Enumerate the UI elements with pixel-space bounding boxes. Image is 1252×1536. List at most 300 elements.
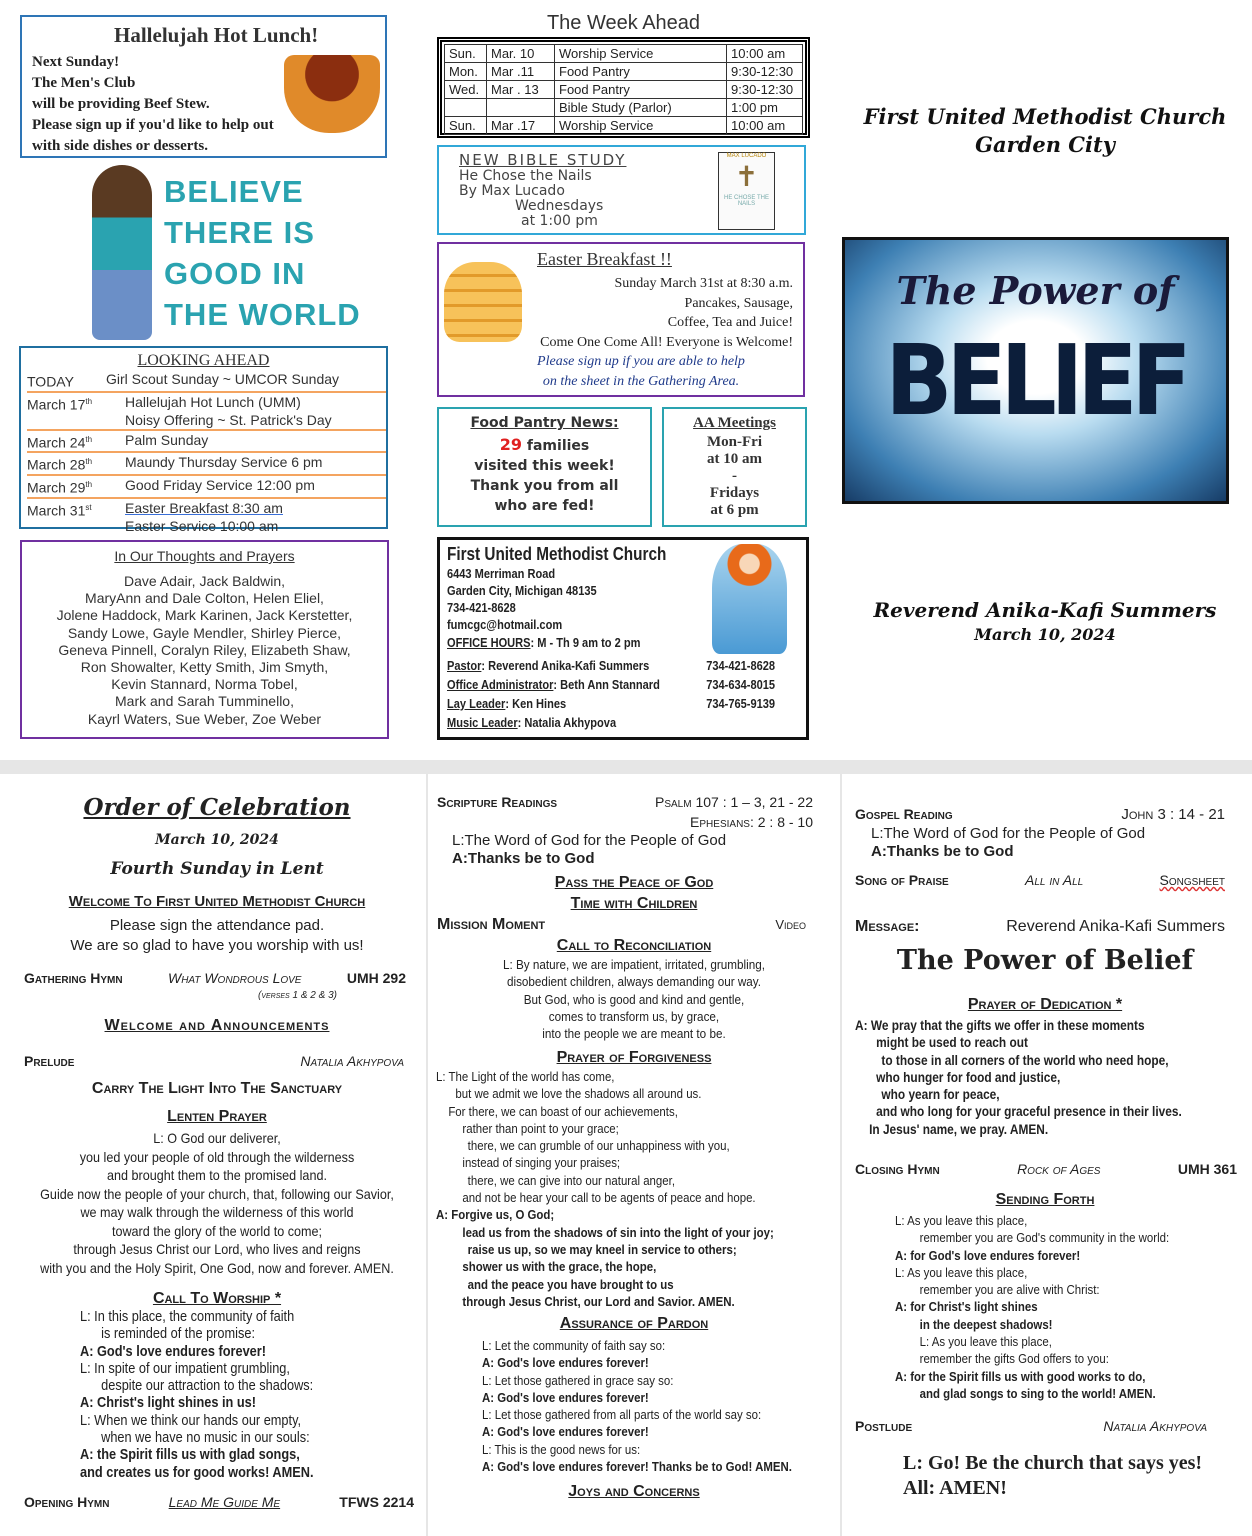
- text-line: in the deepest shadows!: [919, 1316, 1053, 1332]
- bible-study-box: [437, 145, 806, 235]
- cover-image-line1: The Power of: [896, 268, 1175, 313]
- schedule-row: [445, 117, 803, 135]
- text-line: into the people we are meant to be.: [542, 1026, 726, 1042]
- pantry-line: Thank you from all: [470, 478, 619, 494]
- event-text: Easter Breakfast 8:30 am: [125, 499, 283, 516]
- event-list: [125, 453, 322, 474]
- staff-row: [447, 694, 804, 713]
- text-line: A:Thanks be to God: [871, 843, 1014, 860]
- text-line: remember the gifts God offers to you:: [919, 1351, 1109, 1367]
- text-line: at 6 pm: [710, 502, 759, 518]
- looking-ahead-row: [27, 476, 386, 499]
- text-line: We are so glad to have you worship with us!: [70, 937, 364, 954]
- text-line: L: Go! Be the church that says yes!: [903, 1452, 1203, 1474]
- text-line: with you and the Holy Spirit, One God, now and forever. AMEN.: [40, 1259, 394, 1276]
- text-line: L: O God our deliverer,: [153, 1130, 281, 1146]
- staff-row: [447, 713, 804, 732]
- text-line: MaryAnn and Dale Colton, Helen Eliel,: [85, 590, 324, 607]
- psalm-reference: Psalm 107 : 1 – 3, 21 - 22: [655, 794, 813, 810]
- text-line: The Men's Club: [32, 75, 136, 91]
- welcome-heading: Welcome To First United Methodist Church: [68, 893, 366, 910]
- looking-ahead-row: [27, 453, 386, 476]
- message-row: [855, 918, 1225, 936]
- event-text: Girl Scout Sunday ~ UMCOR Sunday: [106, 371, 340, 387]
- text-line: and brought them to the promised land.: [107, 1167, 327, 1183]
- column-divider: [840, 774, 842, 1536]
- text-line: lead us from the shadows of sin into the light of your joy;: [462, 1224, 774, 1240]
- text-line: THERE IS: [164, 215, 315, 250]
- message-preacher: Reverend Anika-Kafi Summers: [1006, 918, 1225, 935]
- week-ahead-table: [437, 37, 810, 138]
- text-line: instead of singing your praises;: [462, 1155, 621, 1171]
- aa-meetings-box: [662, 407, 807, 527]
- staff-role: Office Administrator: [447, 677, 554, 692]
- hymn-label: Gathering Hymn: [24, 970, 123, 986]
- text-line: L:The Word of God for the People of God: [452, 832, 727, 849]
- event-cell: Food Pantry: [555, 63, 727, 81]
- text-line: A: God's love endures forever!: [482, 1389, 649, 1405]
- text-line: remember you are God's community in the world:: [919, 1230, 1170, 1246]
- forgiveness-text: [436, 1068, 774, 1310]
- easter-details: [540, 274, 793, 352]
- church-address: [447, 565, 804, 633]
- text-line: Garden City, Michigan 48135: [447, 583, 597, 598]
- text-line: shower us with the grace, the hope,: [462, 1259, 657, 1275]
- text-line: L: Let those gathered in grace say so:: [482, 1372, 674, 1388]
- date-text: March 28: [27, 456, 86, 473]
- bible-study-text: [459, 169, 603, 229]
- text-line: Fridays: [709, 485, 760, 501]
- order-sunday: Fourth Sunday in Lent: [110, 859, 324, 879]
- text-line: A: for the Spirit fills us with good works to do,: [895, 1368, 1146, 1384]
- prayers-names: [22, 573, 387, 728]
- event-list: [106, 370, 339, 391]
- time-cell: 1:00 pm: [727, 99, 803, 117]
- prayers-box: [20, 540, 389, 739]
- bible-study-line: at 1:00 pm: [521, 213, 598, 229]
- gospel-reference: John 3 : 14 - 21: [1121, 806, 1225, 823]
- text-line: who yearn for peace,: [881, 1087, 1000, 1103]
- text-line: THE WORLD: [164, 297, 361, 332]
- text-line: remember you are alive with Christ:: [919, 1282, 1100, 1298]
- text-line: A: the Spirit fills us with glad songs,: [80, 1447, 300, 1464]
- hymn-title: Lead Me Guide Me: [168, 1494, 281, 1510]
- dedication-text: [855, 1017, 1182, 1138]
- time-cell: 9:30-12:30: [727, 63, 803, 81]
- lenten-prayer-text: [29, 1129, 405, 1277]
- book-title: HE CHOSE THE NAILS: [724, 195, 769, 207]
- office-hours-label: OFFICE HOURS: [447, 635, 531, 650]
- text-line: on the sheet in the Gathering Area.: [542, 374, 740, 389]
- bible-study-title: NEW BIBLE STUDY: [459, 151, 627, 169]
- date-cell: Mar .17: [487, 117, 555, 135]
- opening-hymn-row: [24, 1494, 414, 1510]
- cover-city: Garden City: [975, 132, 1115, 157]
- pancake-icon: [444, 262, 522, 342]
- food-pantry-title: Food Pantry News:: [470, 415, 619, 431]
- stew-pot-icon: [284, 55, 380, 133]
- column-divider: [426, 774, 428, 1536]
- pantry-line: visited this week!: [474, 458, 615, 474]
- hymn-number: UMH 361: [1177, 1161, 1237, 1177]
- event-text: Palm Sunday: [125, 431, 209, 448]
- event-date: [27, 370, 106, 391]
- cover-church-name: First United Methodist Church: [863, 104, 1227, 129]
- staff-info: [447, 675, 706, 694]
- date-text: TODAY: [27, 373, 74, 390]
- postlude-musician: Natalia Akhypova: [1103, 1418, 1207, 1434]
- office-hours: [447, 633, 804, 652]
- text-line: who hunger for food and justice,: [876, 1069, 1061, 1085]
- text-line: L: The Light of the world has come,: [436, 1069, 615, 1084]
- looking-ahead-row: [27, 370, 386, 393]
- event-text: Easter Service 10:00 am: [125, 517, 279, 534]
- easter-title: Easter Breakfast !!: [537, 249, 672, 269]
- text-line: Mon-Fri: [707, 434, 762, 450]
- lenten-prayer-heading: Lenten Prayer: [167, 1108, 267, 1125]
- text-line: Kevin Stannard, Norma Tobel,: [111, 676, 298, 693]
- staff-role: Lay Leader: [447, 696, 506, 711]
- text-line: there, we can give into our natural anger,: [467, 1172, 676, 1188]
- text-line: to those in all corners of the world who need hope,: [881, 1052, 1169, 1068]
- text-line: For there, we can boast of our achievements,: [448, 1103, 678, 1119]
- text-line: A: God's love endures forever!: [482, 1424, 649, 1440]
- text-line: L: When we think our hands our empty,: [80, 1412, 302, 1429]
- date-cell: Mar. 10: [487, 45, 555, 63]
- announcements-heading: Welcome and Announcements: [104, 1017, 330, 1034]
- text-line: through Jesus Christ, our Lord and Savior. AMEN.: [462, 1293, 735, 1309]
- event-date: [27, 453, 125, 474]
- text-line: L: As you leave this place,: [895, 1264, 1028, 1280]
- scripture-label: Scripture Readings: [437, 794, 558, 810]
- bible-study-line: Wednesdays: [515, 198, 604, 214]
- sermon-title: The Power of Belief: [896, 945, 1194, 976]
- text-line: Sandy Lowe, Gayle Mendler, Shirley Pierce,: [67, 624, 342, 641]
- text-line: comes to transform us, by grace,: [548, 1008, 720, 1024]
- time-cell: 9:30-12:30: [727, 81, 803, 99]
- date-cell: Mar . 13: [487, 81, 555, 99]
- text-line: at 10 am: [707, 451, 762, 467]
- song-source: Songsheet: [1159, 872, 1225, 888]
- text-line: Geneva Pinnell, Coralyn Riley, Elizabeth Shaw,: [58, 641, 351, 658]
- hot-lunch-title: Hallelujah Hot Lunch!: [114, 23, 319, 47]
- event-cell: Food Pantry: [555, 81, 727, 99]
- text-line: GOOD IN: [164, 256, 306, 291]
- pantry-line: who are fed!: [494, 498, 595, 514]
- believe-graphic: [88, 165, 361, 343]
- carry-light-heading: Carry The Light Into The Sanctuary: [91, 1080, 343, 1097]
- reconciliation-heading: Call to Reconciliation: [556, 937, 712, 954]
- page-divider: [0, 760, 1252, 774]
- text-line: L: In this place, the community of faith: [80, 1309, 295, 1325]
- prayers-title: In Our Thoughts and Prayers: [114, 548, 295, 564]
- schedule-row: [445, 99, 803, 117]
- children-heading: Time with Children: [570, 895, 698, 912]
- text-line: Please sign up if you are able to help: [537, 354, 745, 369]
- prelude-row: [24, 1053, 404, 1069]
- worship-column-2: [430, 774, 838, 1536]
- text-line: A: for God's love endures forever!: [895, 1247, 1081, 1263]
- mission-label: Mission Moment: [437, 916, 546, 933]
- time-cell: 10:00 am: [727, 117, 803, 135]
- hot-lunch-text: [32, 52, 274, 157]
- staff-phone: 734-634-8015: [706, 677, 776, 692]
- text-line: L: Let the community of faith say so:: [482, 1338, 666, 1353]
- postlude-row: [855, 1418, 1207, 1434]
- prelude-musician: Natalia Akhypova: [300, 1053, 404, 1069]
- hymn-number: TFWS 2214: [339, 1494, 414, 1510]
- date-text: March 24: [27, 434, 86, 451]
- cross-icon: ✝: [734, 161, 759, 192]
- text-line: L: As you leave this place,: [919, 1334, 1052, 1350]
- text-line: A: God's love endures forever!: [80, 1343, 266, 1360]
- staff-row: [447, 656, 804, 675]
- event-text: Good Friday Service 12:00 pm: [125, 476, 315, 493]
- staff-phone: 734-765-9139: [706, 696, 776, 711]
- text-line: and glad songs to sing to the world! AMEN.: [919, 1385, 1156, 1401]
- event-text: Noisy Offering ~ St. Patrick's Day: [125, 411, 332, 428]
- child-illustration: [92, 165, 152, 340]
- date-text: March 17: [27, 396, 86, 413]
- text-line: fumcgc@hotmail.com: [447, 617, 563, 632]
- staff-list: [447, 656, 804, 732]
- text-line: 6443 Merriman Road: [447, 566, 556, 581]
- mission-video: Video: [775, 917, 806, 932]
- order-title: Order of Celebration: [83, 794, 351, 821]
- text-line: A: God's love endures forever!: [482, 1355, 649, 1371]
- staff-info: [447, 713, 706, 732]
- closing-hymn-row: [855, 1161, 1237, 1177]
- text-line: when we have no music in our souls:: [101, 1430, 310, 1447]
- scripture-row: [437, 794, 813, 810]
- day-cell: Sun.: [445, 45, 487, 63]
- event-list: [125, 431, 208, 452]
- date-suffix: st: [85, 502, 92, 512]
- forgiveness-heading: Prayer of Forgiveness: [556, 1049, 712, 1066]
- song-of-praise-row: [855, 872, 1225, 888]
- text-line: Kayrl Waters, Sue Weber, Zoe Weber: [87, 710, 322, 727]
- epistle-reference: Ephesians: 2 : 8 - 10: [690, 814, 813, 830]
- event-cell: Worship Service: [555, 45, 727, 63]
- pardon-heading: Assurance of Pardon: [559, 1315, 709, 1332]
- staff-row: [447, 675, 804, 694]
- text-line: All: AMEN!: [903, 1477, 1007, 1499]
- hymn-title: What Wondrous Love: [167, 970, 302, 986]
- event-date: [27, 499, 125, 535]
- text-line: but we admit we love the shadows all around us.: [455, 1086, 702, 1102]
- welcome-text: [8, 916, 426, 956]
- families-label: families: [526, 438, 590, 454]
- text-line: with side dishes or desserts.: [32, 138, 208, 154]
- schedule-row: [445, 81, 803, 99]
- text-line: A: Christ's light shines in us!: [80, 1395, 257, 1412]
- book-author: MAX LUCADO: [726, 153, 767, 159]
- text-line: Mark and Sarah Tumminello,: [115, 693, 294, 710]
- text-line: Please sign the attendance pad.: [109, 917, 325, 934]
- text-line: Pancakes, Sausage,: [684, 295, 793, 311]
- cover-image-line2: BELIEF: [885, 323, 1186, 438]
- date-cell: [487, 99, 555, 117]
- text-line: Please sign up if you'd like to help out: [32, 117, 274, 133]
- text-line: L: By nature, we are impatient, irritated, grumbling,: [502, 957, 766, 972]
- date-text: March 29: [27, 479, 86, 496]
- text-line: In Jesus' name, we pray. AMEN.: [869, 1121, 1049, 1137]
- event-list: [125, 476, 315, 497]
- gospel-label: Gospel Reading: [855, 806, 953, 822]
- sending-forth-heading: Sending Forth: [995, 1191, 1095, 1208]
- text-line: Next Sunday!: [32, 54, 120, 70]
- date-text: March 31: [27, 502, 86, 519]
- event-text: Hallelujah Hot Lunch (UMM): [125, 393, 301, 410]
- staff-info: [447, 656, 706, 675]
- text-line: A: Forgive us, O God;: [436, 1207, 555, 1223]
- text-line: L: In spite of our impatient grumbling,: [80, 1360, 290, 1377]
- looking-ahead-box: [19, 346, 388, 534]
- event-cell: Worship Service: [555, 117, 727, 135]
- text-line: and not be hear your call to be agents of peace and hope.: [462, 1190, 756, 1206]
- scripture-response: [452, 832, 726, 868]
- text-line: -: [732, 468, 737, 484]
- church-info-box: [437, 537, 809, 740]
- church-info-text: [447, 543, 804, 732]
- text-line: A: God's love endures forever! Thanks be to God! AMEN.: [482, 1459, 792, 1475]
- date-suffix: th: [85, 479, 93, 489]
- staff-phone: 734-421-8628: [706, 658, 776, 673]
- text-line: L: This is the good news for us:: [482, 1441, 641, 1457]
- text-line: L: As you leave this place,: [895, 1213, 1028, 1228]
- text-line: raise us up, so we may kneel in service to others;: [467, 1241, 737, 1257]
- looking-ahead-row: [27, 431, 386, 454]
- text-line: will be providing Beef Stew.: [32, 96, 210, 112]
- mission-row: [437, 916, 806, 934]
- text-line: disobedient children, always demanding our way.: [506, 974, 762, 990]
- event-date: [27, 476, 125, 497]
- bible-study-line: He Chose the Nails: [459, 168, 592, 184]
- family-count: 29: [499, 435, 523, 454]
- call-to-worship-text: [80, 1309, 314, 1482]
- song-title: All in All: [1025, 872, 1084, 888]
- text-line: is reminded of the promise:: [101, 1326, 256, 1343]
- text-line: there, we can grumble of our unhappiness with you,: [467, 1138, 730, 1154]
- text-line: despite our attraction to the shadows:: [101, 1378, 314, 1395]
- text-line: Guide now the people of your church, that, following our Savior,: [40, 1185, 394, 1202]
- text-line: might be used to reach out: [876, 1035, 1028, 1051]
- staff-info: [447, 694, 706, 713]
- text-line: 734-421-8628: [447, 600, 516, 615]
- gospel-row: [855, 806, 1225, 823]
- looking-ahead-title: LOOKING AHEAD: [137, 352, 270, 369]
- hot-lunch-box: [20, 15, 387, 158]
- text-line: Ron Showalter, Ketty Smith, Jim Smyth,: [80, 659, 329, 676]
- gathering-hymn-row: [24, 970, 406, 986]
- day-cell: Sun.: [445, 117, 487, 135]
- joys-heading: Joys and Concerns: [568, 1483, 700, 1500]
- text-line: Sunday March 31st at 8:30 a.m.: [614, 276, 793, 291]
- food-pantry-count-line: [439, 435, 650, 454]
- pass-peace-heading: Pass the Peace of God: [554, 874, 714, 891]
- staff-name: : Beth Ann Stannard: [553, 677, 660, 692]
- date-suffix: th: [85, 434, 93, 444]
- text-line: A: for Christ's light shines: [895, 1299, 1038, 1315]
- office-hours-value: : M - Th 9 am to 2 pm: [530, 635, 641, 650]
- sending-forth-text: [895, 1212, 1169, 1402]
- schedule-row: [445, 63, 803, 81]
- event-date: [27, 431, 125, 452]
- hymn-verses: (verses 1 & 2 & 3): [258, 990, 337, 1001]
- staff-name: : Ken Hines: [505, 696, 567, 711]
- hymn-number: UMH 292: [346, 970, 406, 986]
- text-line: toward the glory of the world to come;: [111, 1222, 323, 1239]
- date-suffix: th: [85, 396, 93, 406]
- text-line: Come One Come All! Everyone is Welcome!: [540, 334, 793, 350]
- staff-role: Pastor: [447, 658, 482, 673]
- hymn-title: Rock of Ages: [1017, 1161, 1101, 1177]
- cover-image: [842, 237, 1229, 504]
- text-line: Coffee, Tea and Juice!: [667, 315, 793, 330]
- staff-name: : Reverend Anika-Kafi Summers: [481, 658, 650, 673]
- text-line: BELIEVE: [164, 174, 304, 209]
- hymn-label: Opening Hymn: [24, 1494, 110, 1510]
- bible-study-line: By Max Lucado: [459, 183, 565, 199]
- text-line: and who long for your graceful presence in their lives.: [876, 1104, 1182, 1120]
- event-list: [125, 499, 283, 535]
- text-line: and the peace you have brought to us: [467, 1276, 674, 1292]
- pardon-text: [482, 1337, 792, 1475]
- day-cell: Mon.: [445, 63, 487, 81]
- church-name: First United Methodist Church: [447, 544, 667, 564]
- event-text: Maundy Thursday Service 6 pm: [125, 454, 323, 471]
- schedule-row: [445, 45, 803, 63]
- call-to-worship-heading: Call To Worship *: [152, 1290, 282, 1307]
- date-cell: Mar .11: [487, 63, 555, 81]
- text-line: rather than point to your grace;: [462, 1120, 619, 1136]
- text-line: A: We pray that the gifts we offer in these moments: [855, 1018, 1145, 1033]
- day-cell: [445, 99, 487, 117]
- cover-date: March 10, 2024: [974, 625, 1116, 644]
- food-pantry-box: [437, 407, 652, 527]
- order-date: March 10, 2024: [155, 832, 279, 848]
- cover-pastor: Reverend Anika-Kafi Summers: [873, 598, 1217, 622]
- prelude-label: Prelude: [24, 1053, 75, 1069]
- time-cell: 10:00 am: [727, 45, 803, 63]
- aa-title: AA Meetings: [693, 415, 776, 431]
- gospel-response: [871, 825, 1145, 861]
- reconciliation-text: [450, 956, 817, 1042]
- looking-ahead-row: [27, 499, 386, 535]
- hymn-label: Closing Hymn: [855, 1161, 940, 1177]
- text-line: Jolene Haddock, Mark Karinen, Jack Kerstetter,: [56, 607, 353, 624]
- postlude-label: Postlude: [855, 1418, 913, 1434]
- text-line: A:Thanks be to God: [452, 850, 595, 867]
- text-line: we may walk through the wilderness of this world: [80, 1204, 354, 1220]
- worship-column-3: [845, 774, 1245, 1536]
- aa-times: [664, 434, 805, 519]
- looking-ahead-row: [27, 393, 386, 431]
- text-line: But God, who is good and kind and gentle,: [523, 991, 745, 1007]
- staff-name: : Natalia Akhypova: [517, 715, 617, 730]
- text-line: you led your people of old through the wilderness: [79, 1148, 355, 1165]
- date-suffix: th: [85, 457, 93, 467]
- order-column: [8, 774, 426, 1536]
- text-line: L: Let those gathered from all parts of the world say so:: [482, 1407, 762, 1423]
- staff-role: Music Leader: [447, 715, 518, 730]
- text-line: Dave Adair, Jack Baldwin,: [123, 573, 286, 589]
- week-ahead-title: The Week Ahead: [546, 12, 701, 34]
- event-date: [27, 393, 125, 429]
- event-list: [125, 393, 332, 429]
- day-cell: Wed.: [445, 81, 487, 99]
- looking-ahead-list: [27, 370, 386, 535]
